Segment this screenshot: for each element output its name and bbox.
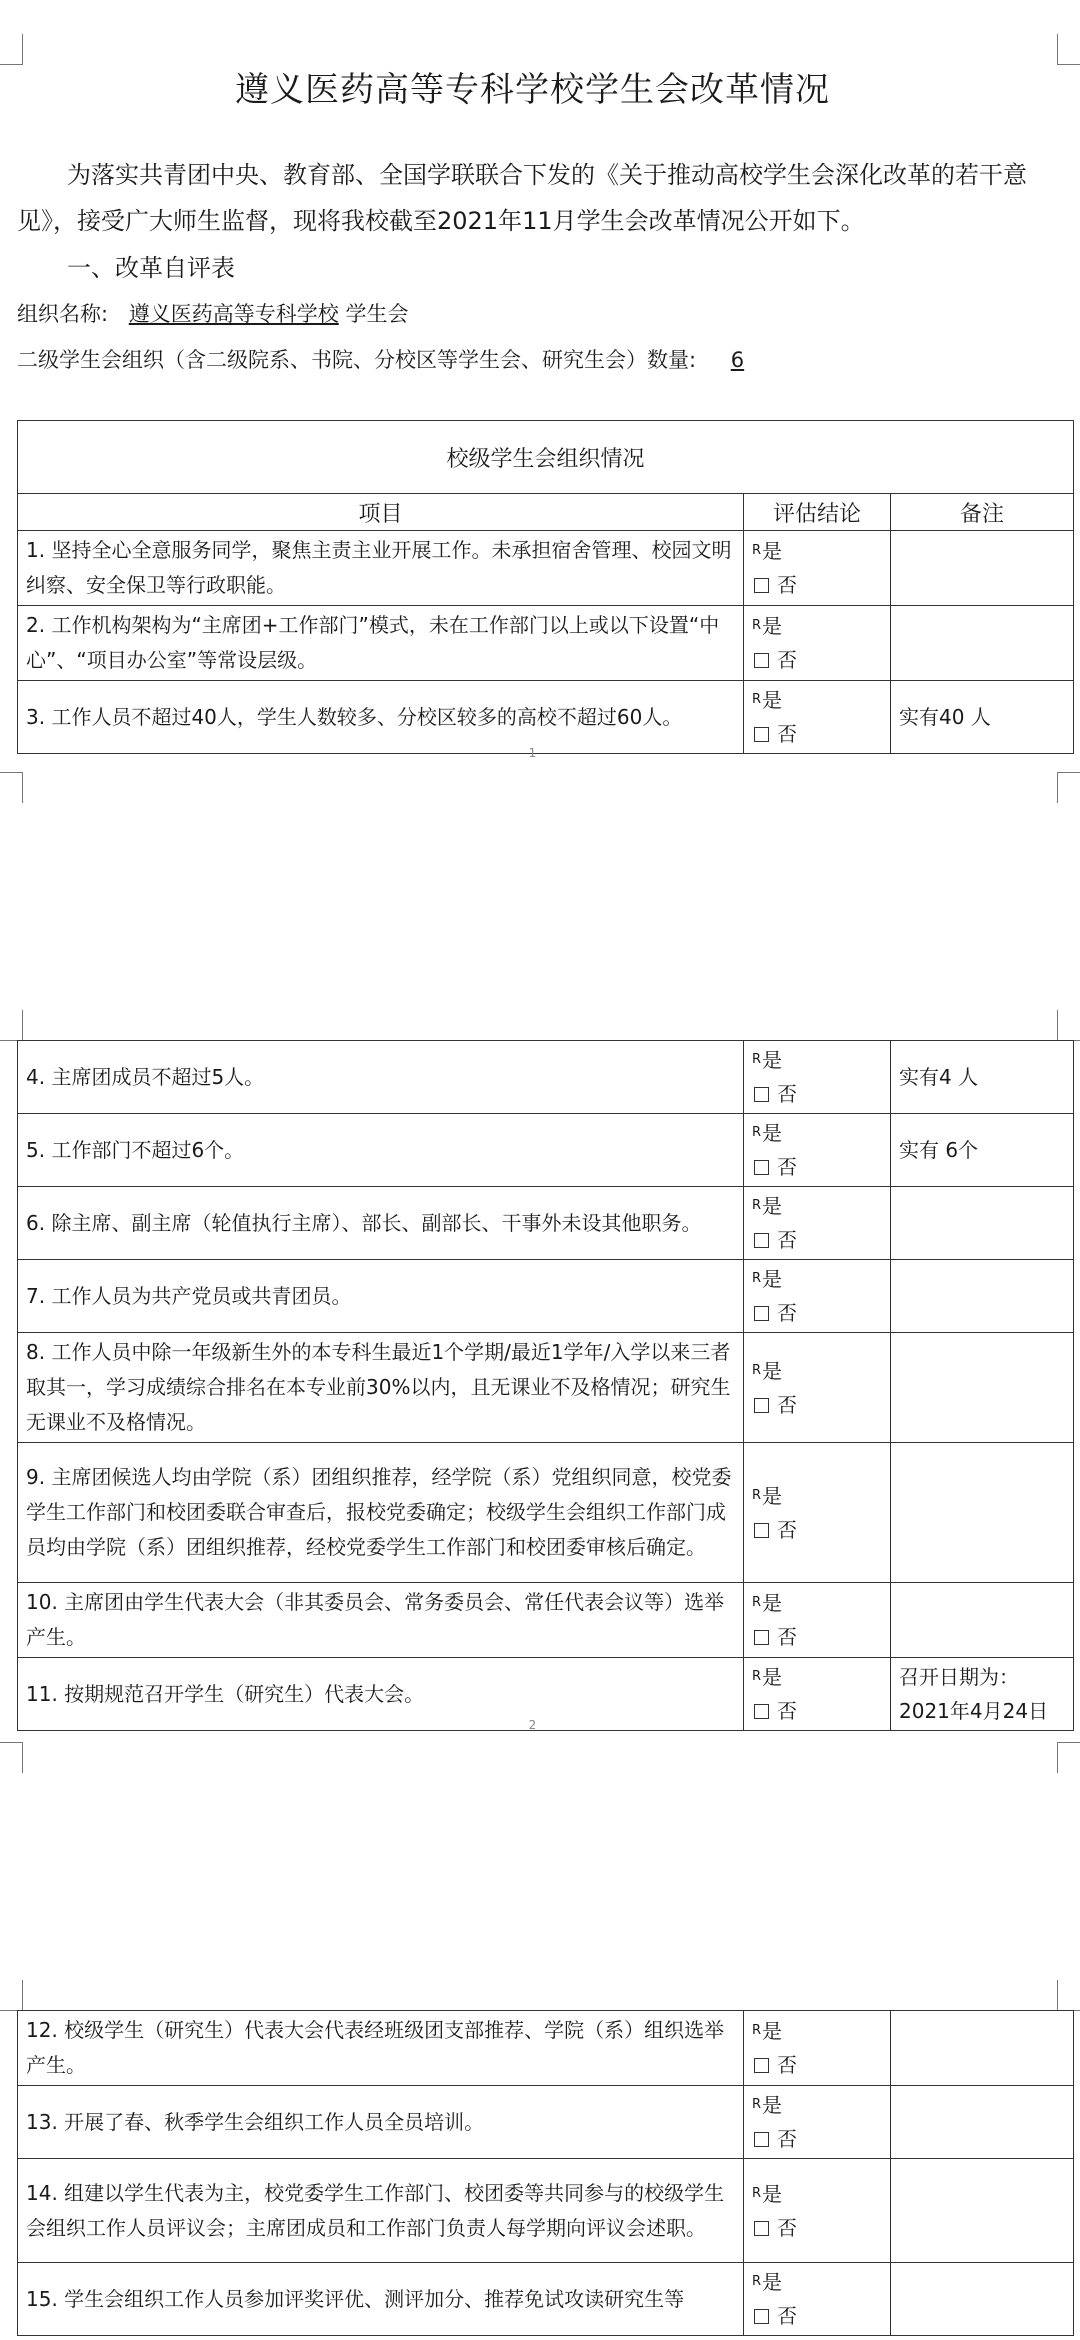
row-item-text: 11. 按期规范召开学生（研究生）代表大会。 [18,1658,744,1731]
check-mark-icon: R [752,1271,762,1286]
no-label: 否 [777,573,797,597]
checkbox-icon [754,2132,769,2147]
row-eval-cell [744,1041,891,1114]
check-mark-icon: R [752,2097,762,2112]
row-item-text: 6. 除主席、副主席（轮值执行主席）、部长、副部长、干事外未设其他职务。 [18,1187,744,1260]
table-row [18,2011,1074,2086]
eval-yes[interactable] [752,683,882,717]
row-item-text: 13. 开展了春、秋季学生会组织工作人员全员培训。 [18,2086,744,2159]
row-eval-cell [744,2086,891,2159]
row-eval-cell [744,1583,891,1658]
yes-label: 是 [762,2181,783,2206]
row-note: 实有4 人 [891,1041,1074,1114]
eval-no[interactable] [752,2299,882,2333]
crop-mark [0,1742,23,1773]
checkbox-icon [754,1630,769,1645]
crop-mark [1057,34,1080,65]
no-label: 否 [777,1155,797,1179]
eval-yes[interactable] [752,534,882,568]
check-mark-icon: R [752,1669,762,1684]
checkbox-icon [754,1306,769,1321]
eval-yes[interactable] [752,2088,882,2122]
no-label: 否 [777,1392,797,1417]
row-item-text: 10. 主席团由学生代表大会（非其委员会、常务委员会、常任代表会议等）选举产生。 [18,1583,744,1658]
row-note: 实有 6个 [891,1114,1074,1187]
row-eval-cell [744,2263,891,2336]
row-item-text: 2. 工作机构架构为“主席团+工作部门”模式，未在工作部门以上或以下设置“中心”、“项目办公室”等常设层级。 [18,606,744,681]
yes-label: 是 [762,614,783,638]
checkbox-icon [754,727,769,742]
assessment-table-page-2 [17,1040,1074,1731]
row-eval-cell [744,1443,891,1583]
row-note: 召开日期为：2021年4月24日 [891,1658,1074,1731]
assessment-table-page-3 [17,2010,1074,2336]
row-note: 实有40 人 [891,681,1074,754]
header-note: 备注 [891,494,1074,531]
yes-label: 是 [762,1267,783,1291]
row-eval-cell [744,1260,891,1333]
row-item-text: 8. 工作人员中除一年级新生外的本专科生最近1个学期/最近1学年/入学以来三者取其一，学习成绩综合排名在本专业前30%以内，且无课业不及格情况；研究生无课业不及格情况。 [18,1333,744,1443]
yes-label: 是 [762,1358,783,1383]
table-row [18,1260,1074,1333]
row-note [891,1260,1074,1333]
checkbox-icon [754,1160,769,1175]
eval-no[interactable] [752,2211,882,2245]
crop-mark [0,772,23,803]
checkbox-icon [754,1233,769,1248]
check-mark-icon: R [752,543,762,558]
org-value: 遵义医药高等专科学校 [128,302,339,326]
crop-mark [0,34,23,65]
no-label: 否 [777,648,797,672]
no-label: 否 [777,1625,797,1649]
page-2 [0,1000,1080,1760]
row-note [891,2011,1074,2086]
document-title: 遵义医药高等专科学校学生会改革情况 [235,70,830,110]
page-number: 2 [528,1718,537,1732]
checkbox-icon [754,1704,769,1719]
eval-yes[interactable] [752,1660,882,1694]
yes-label: 是 [762,2093,783,2117]
table-row [18,531,1074,606]
table-row [18,1187,1074,1260]
check-mark-icon: R [752,618,762,633]
checkbox-icon [754,653,769,668]
row-eval-cell [744,606,891,681]
row-note [891,531,1074,606]
eval-yes[interactable] [752,1354,882,1388]
eval-yes[interactable] [752,1262,882,1296]
row-eval-cell [744,2011,891,2086]
check-mark-icon: R [752,1125,762,1140]
checkbox-icon [754,2221,769,2236]
org-suffix: 学生会 [345,302,409,326]
org-label: 组织名称: [17,302,115,326]
row-note [891,1443,1074,1583]
no-label: 否 [777,722,797,746]
row-eval-cell [744,2159,891,2263]
intro-paragraph: 为落实共青团中央、教育部、全国学联联合下发的《关于推动高校学生会深化改革的若干意见》，接受广大师生监督，现将我校截至2021年11月学生会改革情况公开如下。 [17,161,1027,235]
row-note [891,2263,1074,2336]
yes-label: 是 [762,2270,783,2294]
yes-label: 是 [762,1483,783,1508]
sub-org-label: 二级学生会组织（含二级院系、书院、分校区等学生会、研究生会）数量: [17,348,697,372]
eval-no[interactable] [752,1077,882,1111]
crop-mark [0,1980,23,2011]
row-item-text: 12. 校级学生（研究生）代表大会代表经班级团支部推荐、学院（系）组织选举产生。 [18,2011,744,2086]
checkbox-icon [754,2058,769,2073]
row-eval-cell [744,1333,891,1443]
yes-label: 是 [762,1591,783,1615]
no-label: 否 [777,1301,797,1325]
checkbox-icon [754,1087,769,1102]
check-mark-icon: R [752,1052,762,1067]
yes-label: 是 [762,1121,783,1145]
no-label: 否 [777,2127,797,2151]
eval-yes[interactable] [752,1189,882,1223]
row-note [891,2086,1074,2159]
page-number: 1 [528,746,537,760]
eval-no[interactable] [752,2048,882,2082]
table-row [18,606,1074,681]
row-eval-cell [744,681,891,754]
row-eval-cell [744,1114,891,1187]
yes-label: 是 [762,1048,783,1072]
row-item-text: 14. 组建以学生代表为主，校党委学生工作部门、校团委等共同参与的校级学生会组织工作人员评议会；主席团成员和工作部门负责人每学期向评议会述职。 [18,2159,744,2263]
row-eval-cell [744,1187,891,1260]
row-note [891,1583,1074,1658]
crop-mark [0,1010,23,1041]
row-note [891,606,1074,681]
table-caption: 校级学生会组织情况 [18,421,1074,494]
eval-no[interactable] [752,643,882,677]
check-mark-icon: R [752,2274,762,2289]
yes-label: 是 [762,688,783,712]
eval-no[interactable] [752,1296,882,1330]
eval-yes[interactable] [752,2265,882,2299]
eval-no[interactable] [752,1388,882,1422]
row-note [891,1333,1074,1443]
check-mark-icon: R [752,2023,762,2038]
eval-yes[interactable] [752,1116,882,1150]
check-mark-icon: R [752,1362,762,1378]
table-row [18,2159,1074,2263]
no-label: 否 [777,2215,797,2240]
crop-mark [1057,772,1080,803]
no-label: 否 [777,1699,797,1723]
yes-label: 是 [762,539,783,563]
row-eval-cell [744,531,891,606]
no-label: 否 [777,2053,797,2077]
check-mark-icon: R [752,1487,762,1503]
eval-yes[interactable] [752,1586,882,1620]
check-mark-icon: R [752,1198,762,1213]
checkbox-icon [754,578,769,593]
row-item-text: 3. 工作人员不超过40人，学生人数较多、分校区较多的高校不超过60人。 [18,681,744,754]
eval-no[interactable] [752,1620,882,1654]
table-row [18,1443,1074,1583]
eval-yes[interactable] [752,1479,882,1513]
checkbox-icon [754,1523,769,1538]
table-row [18,681,1074,754]
eval-yes[interactable] [752,2177,882,2211]
eval-yes[interactable] [752,1043,882,1077]
table-row [18,1583,1074,1658]
assessment-table-page-1 [17,420,1074,754]
checkbox-icon [754,2309,769,2324]
crop-mark [1057,1980,1080,2011]
row-item-text: 15. 学生会组织工作人员参加评奖评优、测评加分、推荐免试攻读研究生等 [18,2263,744,2336]
org-name-line [17,298,408,328]
sub-org-value: 6 [730,348,745,372]
row-item-text: 7. 工作人员为共产党员或共青团员。 [18,1260,744,1333]
section-heading: 一、改革自评表 [67,254,235,282]
row-note [891,1187,1074,1260]
yes-label: 是 [762,1665,783,1689]
no-label: 否 [777,2304,797,2328]
table-row [18,1114,1074,1187]
yes-label: 是 [762,1194,783,1218]
no-label: 否 [777,1082,797,1106]
sub-org-count-line [17,344,766,374]
table-row [18,1333,1074,1443]
check-mark-icon: R [752,1595,762,1610]
eval-no[interactable] [752,1150,882,1184]
crop-mark [1057,1742,1080,1773]
check-mark-icon: R [752,2185,762,2201]
eval-no[interactable] [752,568,882,602]
eval-no[interactable] [752,1223,882,1257]
header-item: 项目 [18,494,744,531]
eval-no[interactable] [752,2122,882,2156]
table-row [18,2263,1074,2336]
check-mark-icon: R [752,692,762,707]
row-item-text: 5. 工作部门不超过6个。 [18,1114,744,1187]
checkbox-icon [754,1398,769,1413]
crop-mark [1057,1010,1080,1041]
row-note [891,2159,1074,2263]
eval-no[interactable] [752,1513,882,1547]
page-3 [0,1980,1080,2340]
yes-label: 是 [762,2019,783,2043]
header-eval: 评估结论 [744,494,891,531]
row-item-text: 1. 坚持全心全意服务同学，聚焦主责主业开展工作。未承担宿舍管理、校园文明纠察、安全保卫等行政职能。 [18,531,744,606]
no-label: 否 [777,1228,797,1252]
row-item-text: 4. 主席团成员不超过5人。 [18,1041,744,1114]
table-row [18,2086,1074,2159]
eval-yes[interactable] [752,609,882,643]
table-row [18,1041,1074,1114]
row-item-text: 9. 主席团候选人均由学院（系）团组织推荐，经学院（系）党组织同意，校党委学生工作部门和校团委联合审查后，报校党委确定；校级学生会组织工作部门成员均由学院（系）团组织推荐，经校党委学生工作部门和校团委审核后确定。 [18,1443,744,1583]
eval-yes[interactable] [752,2014,882,2048]
page-1 [0,0,1080,802]
no-label: 否 [777,1517,797,1542]
